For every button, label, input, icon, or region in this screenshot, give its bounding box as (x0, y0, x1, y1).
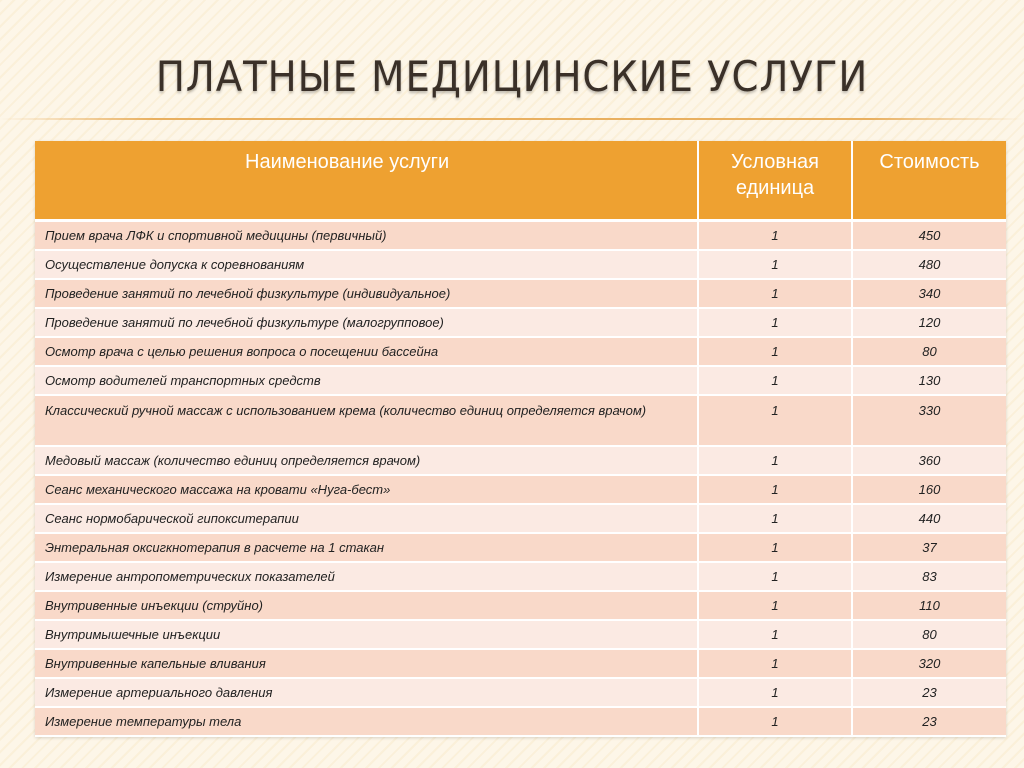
table-row (35, 678, 1006, 707)
table-row (35, 620, 1006, 649)
table-row (35, 337, 1006, 366)
service-name-cell: Осмотр водителей транспортных средств (35, 366, 698, 395)
table-row (35, 366, 1006, 395)
service-name-cell: Классический ручной массаж с использованием крема (количество единиц определяется врачом) (35, 395, 698, 446)
table-row (35, 707, 1006, 736)
table-row (35, 475, 1006, 504)
service-name-cell: Сеанс нормобарической гипокситерапии (35, 504, 698, 533)
unit-cell: 1 (698, 308, 852, 337)
table-row (35, 221, 1006, 251)
table-row (35, 504, 1006, 533)
table-row (35, 250, 1006, 279)
cost-cell: 130 (852, 366, 1006, 395)
cost-cell: 340 (852, 279, 1006, 308)
service-name-cell: Сеанс механического массажа на кровати «Нуга-бест» (35, 475, 698, 504)
service-name-cell: Внутривенные инъекции (струйно) (35, 591, 698, 620)
cost-cell: 110 (852, 591, 1006, 620)
table-row (35, 591, 1006, 620)
unit-cell: 1 (698, 250, 852, 279)
unit-cell: 1 (698, 475, 852, 504)
table-header-row (35, 141, 1006, 221)
unit-cell: 1 (698, 504, 852, 533)
service-name-cell: Проведение занятий по лечебной физкультуре (индивидуальное) (35, 279, 698, 308)
cost-cell: 80 (852, 620, 1006, 649)
service-name-cell: Внутривенные капельные вливания (35, 649, 698, 678)
unit-cell: 1 (698, 366, 852, 395)
header-unit: Условная единица (698, 141, 852, 221)
service-name-cell: Осуществление допуска к соревнованиям (35, 250, 698, 279)
service-name-cell: Измерение артериального давления (35, 678, 698, 707)
unit-cell: 1 (698, 395, 852, 446)
unit-cell: 1 (698, 678, 852, 707)
cost-cell: 450 (852, 221, 1006, 251)
cost-cell: 360 (852, 446, 1006, 475)
cost-cell: 37 (852, 533, 1006, 562)
page-title: ПЛАТНЫЕ МЕДИЦИНСКИЕ УСЛУГИ (155, 52, 869, 101)
service-name-cell: Прием врача ЛФК и спортивной медицины (первичный) (35, 221, 698, 251)
cost-cell: 480 (852, 250, 1006, 279)
table-row (35, 649, 1006, 678)
cost-cell: 320 (852, 649, 1006, 678)
cost-cell: 23 (852, 707, 1006, 736)
table-row (35, 562, 1006, 591)
cost-cell: 120 (852, 308, 1006, 337)
cost-cell: 160 (852, 475, 1006, 504)
unit-cell: 1 (698, 620, 852, 649)
service-name-cell: Энтеральная оксигкнотерапия в расчете на 1 стакан (35, 533, 698, 562)
services-price-table (35, 141, 1006, 737)
table-row (35, 446, 1006, 475)
service-name-cell: Осмотр врача с целью решения вопроса о посещении бассейна (35, 337, 698, 366)
title-divider (0, 118, 1024, 120)
unit-cell: 1 (698, 649, 852, 678)
service-name-cell: Проведение занятий по лечебной физкультуре (малогрупповое) (35, 308, 698, 337)
service-name-cell: Внутримышечные инъекции (35, 620, 698, 649)
unit-cell: 1 (698, 591, 852, 620)
unit-cell: 1 (698, 337, 852, 366)
table-row (35, 279, 1006, 308)
service-name-cell: Медовый массаж (количество единиц определяется врачом) (35, 446, 698, 475)
cost-cell: 440 (852, 504, 1006, 533)
cost-cell: 330 (852, 395, 1006, 446)
header-service-name: Наименование услуги (35, 141, 698, 221)
service-name-cell: Измерение антропометрических показателей (35, 562, 698, 591)
table-row (35, 308, 1006, 337)
unit-cell: 1 (698, 562, 852, 591)
unit-cell: 1 (698, 279, 852, 308)
unit-cell: 1 (698, 221, 852, 251)
table-row (35, 533, 1006, 562)
table-body (35, 221, 1006, 737)
unit-cell: 1 (698, 707, 852, 736)
cost-cell: 80 (852, 337, 1006, 366)
table-row (35, 395, 1006, 446)
unit-cell: 1 (698, 446, 852, 475)
cost-cell: 83 (852, 562, 1006, 591)
service-name-cell: Измерение температуры тела (35, 707, 698, 736)
unit-cell: 1 (698, 533, 852, 562)
cost-cell: 23 (852, 678, 1006, 707)
header-cost: Стоимость (852, 141, 1006, 221)
